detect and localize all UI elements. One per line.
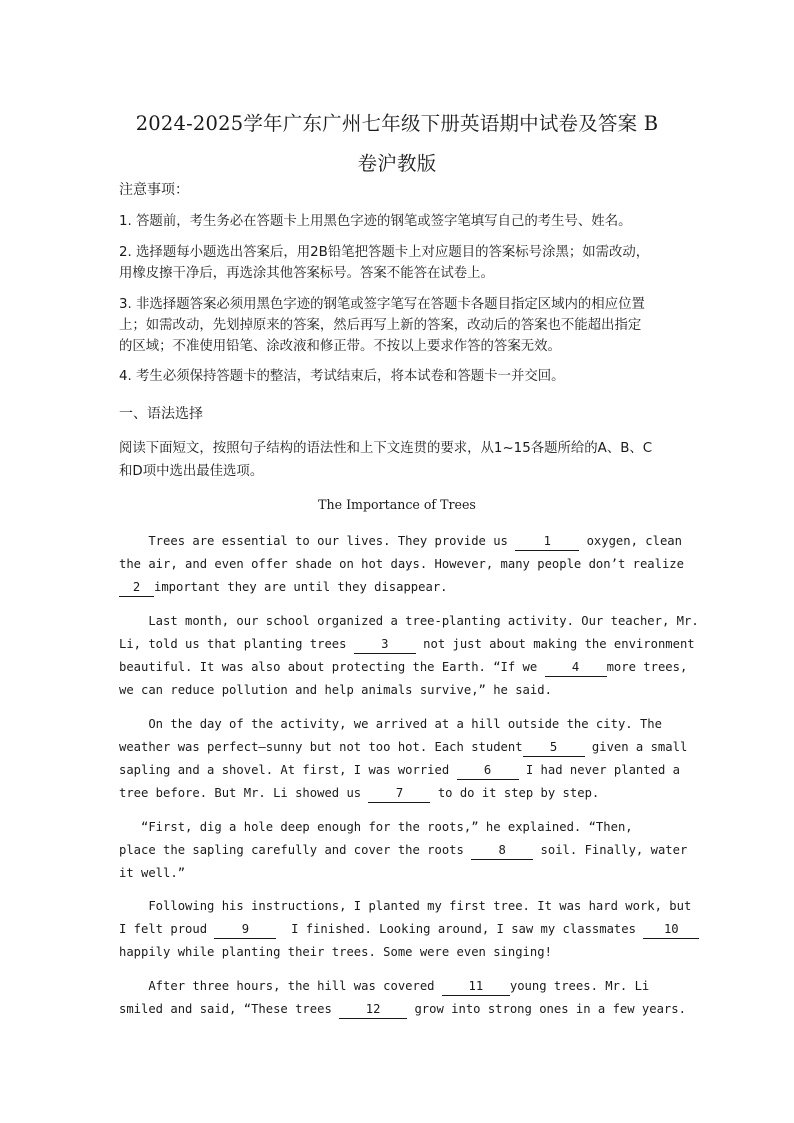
passage-line: Li, told us that planting trees 3 not just about making the environment	[119, 633, 677, 656]
notice-item-3-line-1: 3. 非选择题答案必须用黑色字迹的钢笔或签字笔写在答题卡各题目指定区域内的相应位置	[119, 297, 645, 312]
answer-blank-3[interactable]: 3	[354, 635, 416, 654]
notice-item-2-line-2: 用橡皮擦干净后，再选涂其他答案标号。答案不能答在试卷上。	[119, 266, 494, 281]
notice-heading: 注意事项：	[119, 182, 189, 198]
notice-item-1: 1. 答题前，考生务必在答题卡上用黑色字迹的钢笔或签字笔填写自己的考生号、姓名。	[119, 214, 632, 229]
answer-blank-7[interactable]: 7	[368, 784, 430, 803]
passage-line: it well.”	[119, 866, 186, 880]
passage-line: happily while planting their trees. Some were even singing!	[119, 945, 552, 959]
section-instruction-line-2: 和D项中选出最佳选项。	[119, 464, 264, 479]
answer-blank-1[interactable]: 1	[515, 532, 579, 551]
passage-line: Following his instructions, I planted my first tree. It was hard work, but	[119, 899, 692, 913]
notice-item-3-line-2: 上；如需改动，先划掉原来的答案，然后再写上新的答案，改动后的答案也不能超出指定	[119, 318, 642, 333]
answer-blank-4[interactable]: 4	[545, 658, 607, 677]
answer-blank-5[interactable]: 5	[523, 738, 585, 757]
answer-blank-8[interactable]: 8	[471, 841, 533, 860]
title-line-2: 卷沪教版	[357, 152, 437, 175]
answer-blank-6[interactable]: 6	[457, 761, 519, 780]
passage-line: smiled and said, “These trees 12 grow into strong ones in a few years.	[119, 998, 677, 1021]
notice-item-3-line-3: 的区域；不准使用铅笔、涂改液和修正带。不按以上要求作答的答案无效。	[119, 339, 561, 354]
passage-line: beautiful. It was also about protecting the Earth. “If we 4 more trees,	[119, 656, 677, 679]
answer-blank-12[interactable]: 12	[339, 1000, 407, 1019]
answer-blank-10[interactable]: 10	[643, 920, 699, 939]
notice-item-2-line-1: 2. 选择题每小题选出答案后，用2B铅笔把答题卡上对应题目的答案标号涂黑；如需改动，	[119, 245, 650, 260]
passage-line: 2 important they are until they disappear.	[119, 576, 677, 599]
answer-blank-2[interactable]: 2	[119, 578, 154, 597]
passage-line: Last month, our school organized a tree-planting activity. Our teacher, Mr.	[119, 614, 699, 628]
passage-line: After three hours, the hill was covered 11 young trees. Mr. Li	[119, 975, 677, 998]
passage-line: sapling and a shovel. At first, I was worried 6 I had never planted a	[119, 759, 677, 782]
section-instruction-line-1: 阅读下面短文，按照句子结构的语法性和上下文连贯的要求，从1~15各题所给的A、B、C	[119, 441, 653, 456]
passage-line: I felt proud 9 I finished. Looking around, I saw my classmates 10	[119, 918, 677, 941]
passage-line: place the sapling carefully and cover the roots 8 soil. Finally, water	[119, 839, 677, 862]
title-line-1: 2024-2025学年广东广州七年级下册英语期中试卷及答案 B	[135, 112, 659, 135]
answer-blank-11[interactable]: 11	[442, 977, 510, 996]
passage-line: the air, and even offer shade on hot days. However, many people don’t realize	[119, 557, 684, 571]
section-heading: 一、语法选择	[119, 406, 203, 422]
passage-line: On the day of the activity, we arrived at a hill outside the city. The	[119, 717, 662, 731]
passage-line: weather was perfect—sunny but not too hot. Each student 5 given a small	[119, 736, 677, 759]
page-title	[100, 104, 694, 184]
answer-blank-9[interactable]: 9	[214, 920, 276, 939]
passage-line: Trees are essential to our lives. They provide us 1 oxygen, clean	[119, 530, 677, 553]
passage-line: we can reduce pollution and help animals survive,” he said.	[119, 683, 552, 697]
passage-title: The Importance of Trees	[318, 497, 476, 512]
notice-item-4: 4. 考生必须保持答题卡的整洁，考试结束后，将本试卷和答题卡一并交回。	[119, 369, 565, 384]
passage-line: tree before. But Mr. Li showed us 7 to do it step by step.	[119, 782, 677, 805]
passage-line: “First, dig a hole deep enough for the roots,” he explained. “Then,	[119, 820, 633, 834]
